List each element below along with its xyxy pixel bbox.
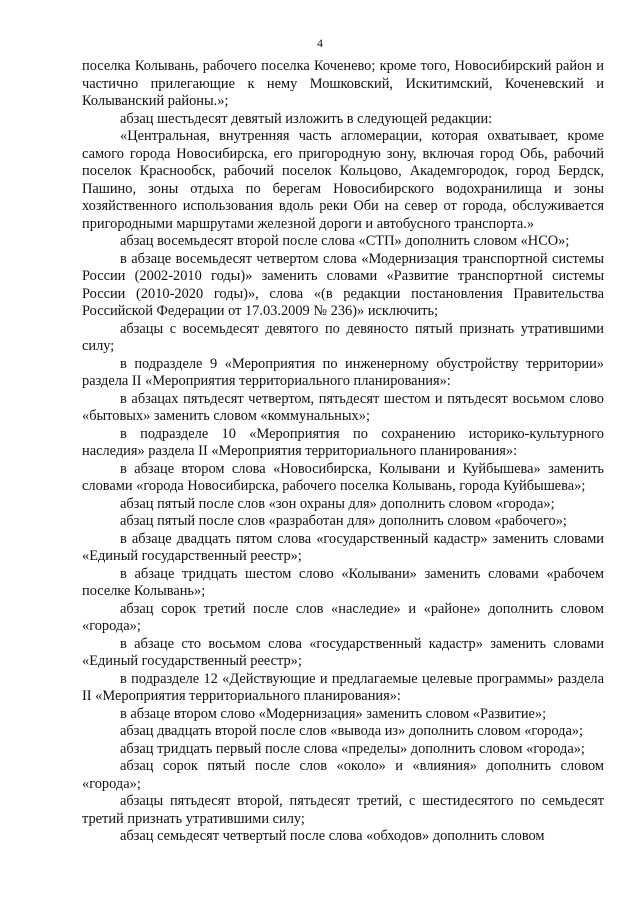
paragraph: абзац пятый после слов «зон охраны для» дополнить словом «города»;	[120, 495, 555, 512]
paragraph: в абзаце втором слова «Новосибирска, Колывани и Куйбышева» заменить словами «города Новосибирска, рабочего поселка Колывань, города Куйбышева»;	[82, 460, 604, 494]
paragraph: в абзаце сто восьмом слова «государственный кадастр» заменить словами «Единый государственный реестр»;	[82, 635, 604, 669]
paragraph: абзац сорок пятый после слов «около» и «влияния» дополнить словом «города»;	[82, 758, 604, 792]
paragraph: в подразделе 12 «Действующие и предлагаемые целевые программы» раздела II «Мероприятия территориального планирования»:	[82, 670, 604, 704]
paragraph: в абзаце втором слово «Модернизация» заменить словом «Развитие»;	[120, 705, 547, 722]
paragraph: в абзаце восемьдесят четвертом слова «Модернизация транспортной системы России (2002-2010 годы)» заменить словами «Развитие транспортной системы России (2010-2020 годы)», слова «(в редакции постановления Правительства Российской Федерации от 17.03.2009 № 236)» исключить;	[82, 250, 604, 319]
paragraph: в подразделе 10 «Мероприятия по сохранению историко-культурного наследия» раздела II «Мероприятия территориального планирования»:	[82, 425, 604, 459]
document-body	[82, 58, 604, 846]
paragraph: абзацы пятьдесят второй, пятьдесят третий, с шестидесятого по семьдесят третий признать утратившими силу;	[82, 793, 604, 827]
paragraph: «Центральная, внутренняя часть агломерации, которая охватывает, кроме самого города Новосибирска, его пригородную зону, включая город Обь, рабочий поселок Краснообск, рабочий поселок Кольцово, Академгородок, город Бердск, Пашино, зоны отдыха по берегам Новосибирского водохранилища и зоны хозяйственного использования вдоль реки Оби на север от города, обслуживается пригородными маршрутами железной дороги и автобусного транспорта.»	[82, 128, 604, 232]
paragraph: абзац тридцать первый после слова «пределы» дополнить словом «города»;	[120, 740, 585, 757]
paragraph: абзац шестьдесят девятый изложить в следующей редакции:	[120, 110, 493, 127]
paragraph: в подразделе 9 «Мероприятия по инженерному обустройству территории» раздела II «Мероприятия территориального планирования»:	[82, 355, 604, 389]
paragraph: абзац двадцать второй после слов «вывода из» дополнить словом «города»;	[120, 723, 584, 739]
paragraph: поселка Колывань, рабочего поселка Коченево; кроме того, Новосибирский район и частично прилегающие к нему Мошковский, Искитимский, Коченевский и Колыванский районы.»;	[82, 58, 604, 109]
paragraph: в абзаце тридцать шестом слово «Колывани» заменить словами «рабочем поселке Колывань»;	[82, 565, 604, 599]
paragraph: в абзацах пятьдесят четвертом, пятьдесят шестом и пятьдесят восьмом слово «бытовых» заменить словом «коммунальных»;	[82, 390, 604, 424]
paragraph: в абзаце двадцать пятом слова «государственный кадастр» заменить словами «Единый государственный реестр»;	[82, 530, 604, 564]
paragraph: абзац сорок третий после слов «наследие» и «районе» дополнить словом «города»;	[82, 600, 604, 634]
page-number: 4	[317, 36, 323, 50]
paragraph: абзац пятый после слов «разработан для» дополнить словом «рабочего»;	[120, 513, 567, 529]
paragraph: абзацы с восемьдесят девятого по девяносто пятый признать утратившими силу;	[82, 320, 604, 354]
paragraph: абзац семьдесят четвертый после слова «обходов» дополнить словом	[120, 828, 545, 844]
paragraph: абзац восемьдесят второй после слова «СТП» дополнить словом «НСО»;	[120, 233, 570, 249]
